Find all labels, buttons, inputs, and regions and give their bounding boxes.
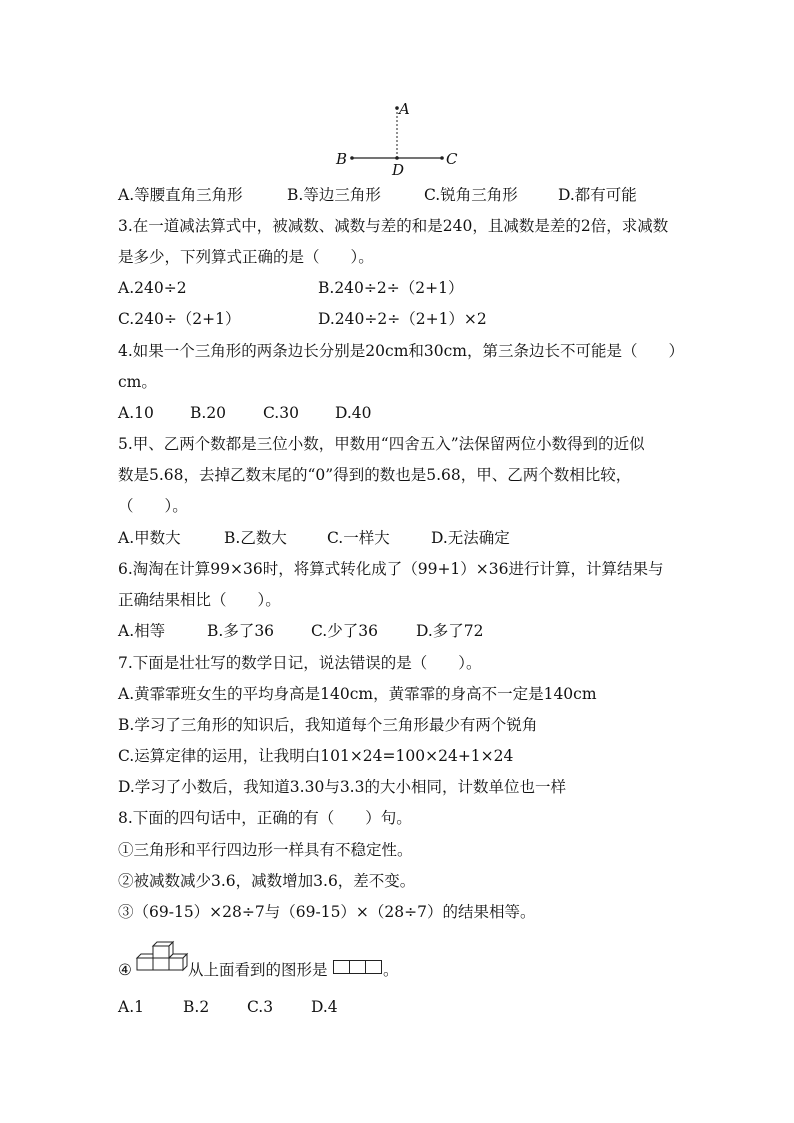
- q3-option-d: D.240÷2÷（2+1）×2: [318, 310, 487, 328]
- q7-option-d: D.学习了小数后，我知道3.30与3.3的大小相同，计数单位也一样: [118, 778, 566, 796]
- point-c: [440, 156, 444, 160]
- q5-option-d: D.无法确定: [431, 529, 510, 547]
- q8-statement-2: ②被减数减少3.6，减数增加3.6，差不变。: [118, 872, 416, 890]
- q7-option-a: A.黄霏霏班女生的平均身高是140cm，黄霏霏的身高不一定是140cm: [118, 685, 597, 703]
- q8-statement-4-text: 从上面看到的图形是: [188, 961, 328, 979]
- q4-stem-line-1: 4.如果一个三角形的两条边长分别是20cm和30cm，第三条边长不可能是（ ）: [118, 342, 684, 360]
- label-b: B: [336, 150, 348, 168]
- q3-stem-line-1: 3.在一道减法算式中，被减数、减数与差的和是240，且减数是差的2倍，求减数: [118, 217, 669, 235]
- q2-option-d: D.都有可能: [558, 186, 637, 204]
- q8-statement-4-end: 。: [383, 961, 399, 979]
- q5-stem-line-3: （ ）。: [118, 497, 188, 515]
- q8-option-c: C.3: [247, 998, 274, 1016]
- q7-option-b: B.学习了三角形的知识后，我知道每个三角形最少有两个锐角: [118, 716, 538, 734]
- q5-stem-line-2: 数是5.68，去掉乙数末尾的“0”得到的数也是5.68，甲、乙两个数相比较，: [118, 466, 632, 484]
- label-a: A: [399, 100, 410, 118]
- q6-option-d: D.多了72: [416, 622, 484, 640]
- q7-stem: 7.下面是壮壮写的数学日记，说法错误的是（ ）。: [118, 654, 482, 672]
- q2-option-a: A.等腰直角三角形: [118, 186, 243, 204]
- q8-statement-1: ①三角形和平行四边形一样具有不稳定性。: [118, 841, 413, 859]
- q8-statement-3: ③（69-15）×28÷7与（69-15）×（28÷7）的结果相等。: [118, 903, 536, 921]
- q6-option-b: B.多了36: [207, 622, 275, 640]
- q4-option-d: D.40: [335, 404, 372, 422]
- label-d: D: [392, 161, 405, 179]
- q7-option-c: C.运算定律的运用，让我明白101×24=100×24+1×24: [118, 747, 514, 765]
- q3-stem-line-2: 是多少，下列算式正确的是（ ）。: [118, 248, 374, 266]
- q4-option-c: C.30: [263, 404, 299, 422]
- q2-option-c: C.锐角三角形: [424, 186, 518, 204]
- q4-option-a: A.10: [118, 404, 154, 422]
- q6-stem-line-2: 正确结果相比（ ）。: [118, 591, 281, 609]
- q8-option-a: A.1: [118, 998, 144, 1016]
- q8-statement-4-marker: ④: [118, 961, 132, 979]
- point-b: [350, 156, 354, 160]
- cube-stack-figure: [135, 938, 187, 974]
- q4-stem-line-2: cm。: [118, 373, 157, 391]
- q8-stem: 8.下面的四句话中，正确的有（ ）句。: [118, 809, 412, 827]
- q3-option-a: A.240÷2: [118, 279, 187, 297]
- q5-option-b: B.乙数大: [224, 529, 287, 547]
- q5-stem-line-1: 5.甲、乙两个数都是三位小数，甲数用“四舍五入”法保留两位小数得到的近似: [118, 435, 645, 453]
- q6-option-a: A.相等: [118, 622, 166, 640]
- point-d: [395, 156, 399, 160]
- q6-option-c: C.少了36: [311, 622, 378, 640]
- q3-option-c: C.240÷（2+1）: [118, 310, 241, 328]
- q5-option-a: A.甲数大: [118, 529, 181, 547]
- q6-stem-line-1: 6.淘淘在计算99×36时，将算式转化成了（99+1）×36进行计算，计算结果与: [118, 560, 664, 578]
- q4-option-b: B.20: [190, 404, 227, 422]
- top-view-figure: [333, 960, 383, 974]
- q8-option-d: D.4: [311, 998, 338, 1016]
- q3-option-b: B.240÷2÷（2+1）: [318, 279, 464, 297]
- q8-option-b: B.2: [183, 998, 210, 1016]
- label-c: C: [446, 150, 458, 168]
- q2-option-b: B.等边三角形: [287, 186, 381, 204]
- q5-option-c: C.一样大: [327, 529, 390, 547]
